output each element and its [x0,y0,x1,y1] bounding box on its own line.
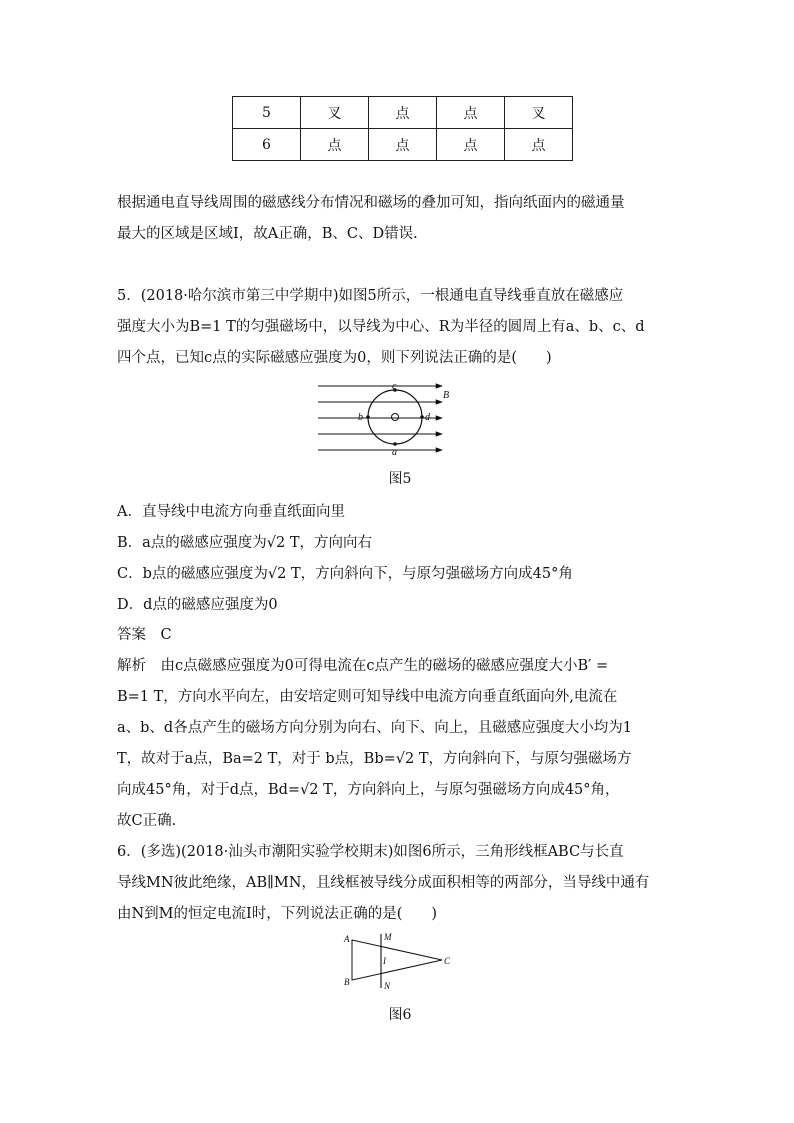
figure-6-caption: 图6 [388,1007,412,1023]
label-B: B [344,977,350,987]
option-d: D．d点的磁感应强度为0 [117,597,278,613]
label-d: d [425,412,430,423]
figure-5-caption: 图5 [388,471,412,487]
triangle-frame [352,940,442,980]
table-cell: 点 [437,129,505,161]
label-a: a [392,447,397,458]
analysis-text: 根据通电直导线周围的磁感线分布情况和磁场的叠加可知，指向纸面内的磁通量 [117,195,625,211]
option-a: A．直导线中电流方向垂直纸面向里 [117,504,345,520]
option-c: C．b点的磁感应强度为√2 T，方向斜向下，与原匀强磁场方向成45°角 [117,566,573,582]
label-N: N [384,981,391,991]
table-cell: 点 [369,97,437,129]
question-5-stem: 强度大小为B=1 T的匀强磁场中，以导线为中心、R为半径的圆周上有a、b、c、d [117,319,645,335]
analysis-line: a、b、d各点产生的磁场方向分别为向右、向下、向上，且磁感应强度大小均为1 [117,720,632,736]
question-6-stem: 导线MN彼此绝缘，AB∥MN，且线框被导线分成面积相等的两部分，当导线中通有 [117,875,650,891]
table-cell: 6 [233,129,301,161]
figure-5-diagram [310,378,460,458]
label-C: C [444,956,451,966]
label-M: M [384,932,392,942]
table-row [233,129,573,161]
wire-symbol [392,414,399,421]
table-cell: 点 [301,129,369,161]
point-d [420,415,424,419]
table-cell: 5 [233,97,301,129]
table-row [233,97,573,129]
question-6-stem: 6．(多选)(2018·汕头市潮阳实验学校期末)如图6所示，三角形线框ABC与长直 [117,844,624,860]
analysis-line: B=1 T，方向水平向左，由安培定则可知导线中电流方向垂直纸面向外,电流在 [117,689,618,705]
analysis-line: T，故对于a点，Ba=2 T，对于 b点，Bb=√2 T，方向斜向下，与原匀强磁场方 [117,751,632,767]
table-cell: 叉 [301,97,369,129]
point-a [393,442,397,446]
question-6-stem: 由N到M的恒定电流I时，下列说法正确的是( ) [117,906,438,922]
analysis-line: 解析 由c点磁感应强度为0可得电流在c点产生的磁场的磁感应强度大小B′ = [117,658,609,674]
analysis-text: 最大的区域是区域Ⅰ，故A正确，B、C、D错误. [117,226,418,242]
label-c: c [392,381,397,392]
table-cell: 点 [437,97,505,129]
option-b: B．a点的磁感应强度为√2 T，方向向右 [117,535,373,551]
figure-6-diagram [340,930,460,992]
answer: 答案 C [117,627,172,643]
analysis-line: 故C正确. [117,813,177,829]
analysis-line: 向成45°角，对于d点，Bd=√2 T，方向斜向上，与原匀强磁场方向成45°角， [117,782,620,798]
table-cell: 点 [505,129,573,161]
question-5-stem: 5．(2018·哈尔滨市第三中学期中)如图5所示，一根通电直导线垂直放在磁感应 [117,288,624,304]
table-cell: 点 [369,129,437,161]
table-cell: 叉 [505,97,573,129]
label-field-B: B [443,390,450,401]
point-b [366,415,370,419]
region-table [232,96,573,161]
circle-path [368,390,422,444]
label-A: A [344,934,350,944]
question-5-stem: 四个点，已知c点的实际磁感应强度为0，则下列说法正确的是( ) [117,350,552,366]
label-b: b [358,412,363,423]
label-I: I [383,956,386,966]
